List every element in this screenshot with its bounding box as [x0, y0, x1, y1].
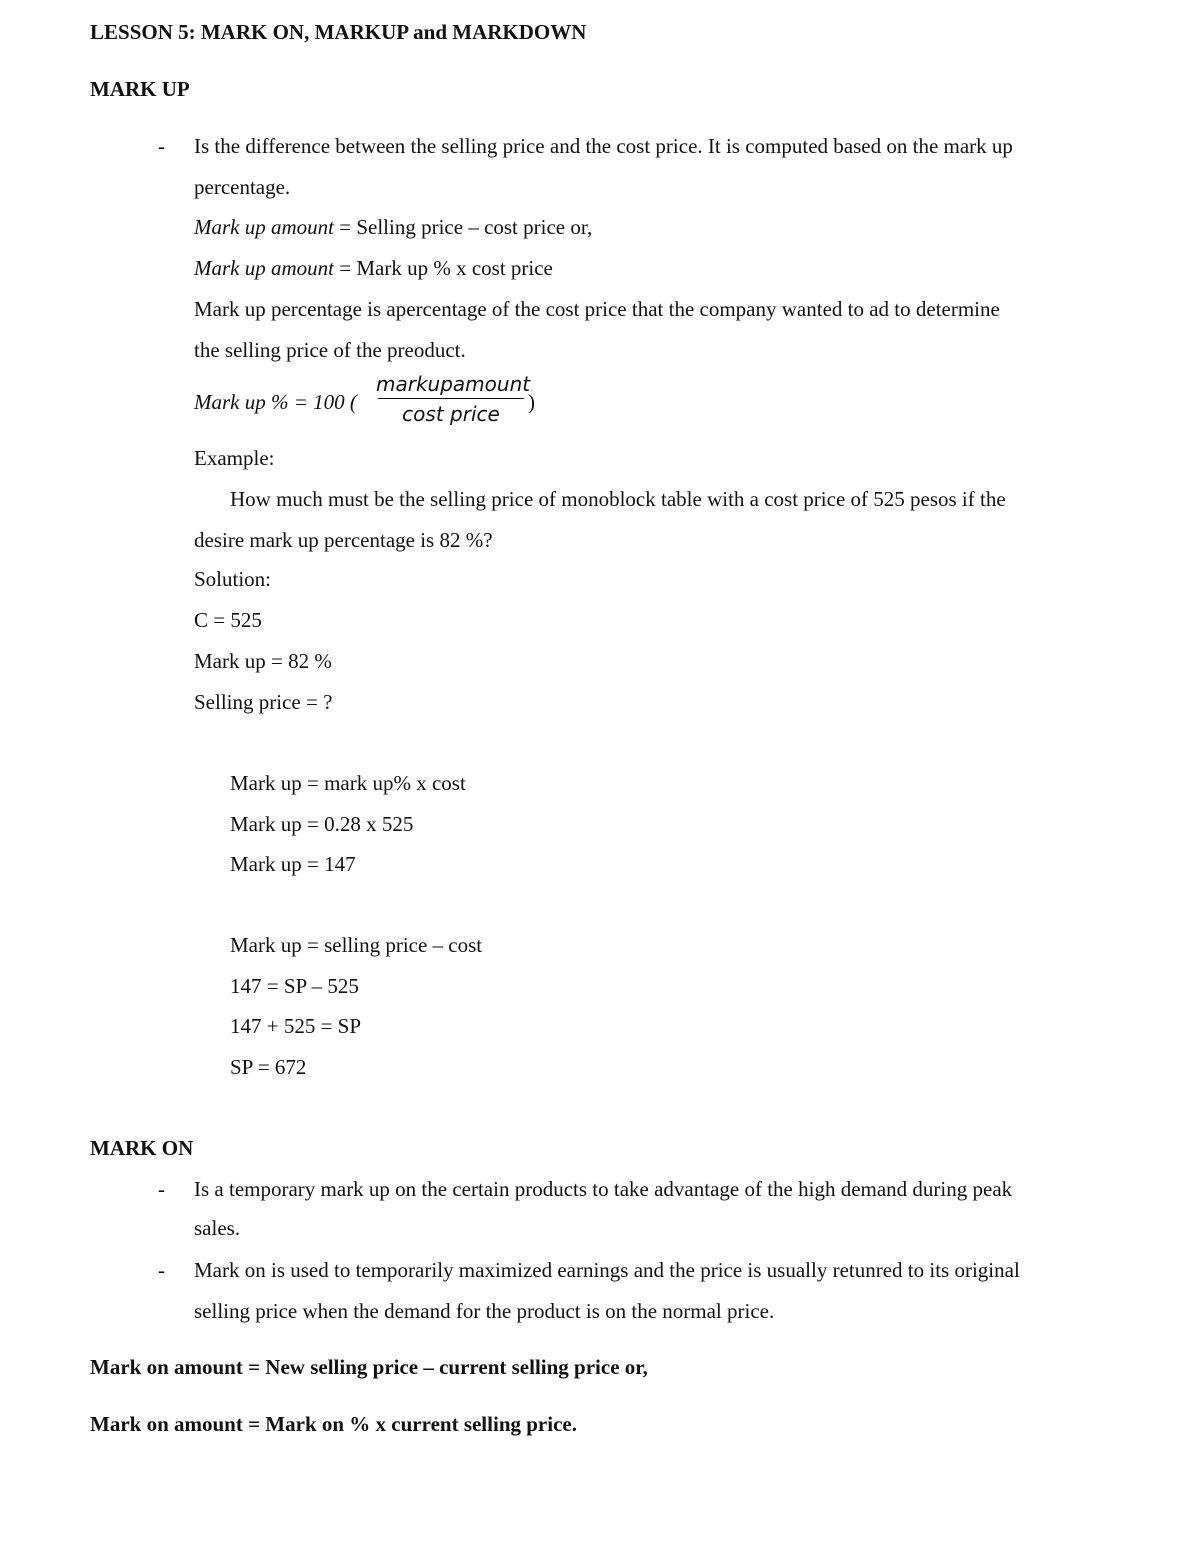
given-selling-price: Selling price = ?: [194, 690, 333, 714]
step-2-line-3: 147 + 525 = SP: [230, 1014, 362, 1038]
bullet-dash: -: [158, 134, 165, 158]
formula-1-rhs: = Selling price – cost price or,: [334, 215, 593, 239]
fraction-denominator: cost price: [402, 402, 500, 426]
fraction-lhs: Mark up % = 100 (: [194, 390, 357, 414]
step-2-line-4: SP = 672: [230, 1055, 307, 1079]
fraction-close-paren: ): [528, 390, 535, 414]
formula-2-rhs: = Mark up % x cost price: [334, 256, 553, 280]
example-question-line-1: How much must be the selling price of monoblock table with a cost price of 525 pesos if the: [230, 487, 1006, 511]
markup-percentage-desc-line-2: the selling price of the preoduct.: [194, 338, 466, 362]
fraction-bar: [378, 398, 524, 399]
solution-label: Solution:: [194, 567, 272, 591]
bullet-dash: -: [158, 1258, 165, 1282]
step-2-line-2: 147 = SP – 525: [230, 974, 359, 998]
markon-formula-1: Mark on amount = New selling price – current selling price or,: [90, 1355, 648, 1379]
fraction-numerator: markupamount: [376, 372, 531, 396]
markon-bullet-1-line-1: Is a temporary mark up on the certain products to take advantage of the high demand during peak: [194, 1177, 1013, 1201]
formula-2-lhs: Mark up amount: [194, 256, 334, 280]
step-2-line-1: Mark up = selling price – cost: [230, 933, 483, 957]
markup-formula-2: [194, 258, 553, 279]
markup-percentage-desc-line-1: Mark up percentage is apercentage of the cost price that the company wanted to ad to determine: [194, 297, 1000, 321]
markon-bullet-2-line-1: Mark on is used to temporarily maximized earnings and the price is usually retunred to its original: [194, 1258, 1020, 1282]
step-1-line-1: Mark up = mark up% x cost: [230, 771, 466, 795]
markup-definition-line-1: Is the difference between the selling price and the cost price. It is computed based on the mark up: [194, 134, 1013, 158]
given-cost: C = 525: [194, 608, 262, 632]
markup-definition-line-2: percentage.: [194, 175, 291, 199]
step-1-line-2: Mark up = 0.28 x 525: [230, 812, 414, 836]
markup-formula-1: [194, 217, 592, 238]
markon-heading: MARK ON: [90, 1136, 194, 1160]
fraction: [376, 372, 531, 430]
formula-1-lhs: Mark up amount: [194, 215, 334, 239]
markon-bullet-2-line-2: selling price when the demand for the product is on the normal price.: [194, 1299, 775, 1323]
step-1-line-3: Mark up = 147: [230, 852, 356, 876]
example-label: Example:: [194, 446, 275, 470]
bullet-dash: -: [158, 1177, 165, 1201]
lesson-title: LESSON 5: MARK ON, MARKUP and MARKDOWN: [90, 20, 587, 44]
markon-bullet-1-line-2: sales.: [194, 1216, 241, 1240]
given-markup: Mark up = 82 %: [194, 649, 332, 673]
example-question-line-2: desire mark up percentage is 82 %?: [194, 528, 493, 552]
markup-heading: MARK UP: [90, 77, 190, 101]
markon-formula-2: Mark on amount = Mark on % x current selling price.: [90, 1412, 577, 1436]
